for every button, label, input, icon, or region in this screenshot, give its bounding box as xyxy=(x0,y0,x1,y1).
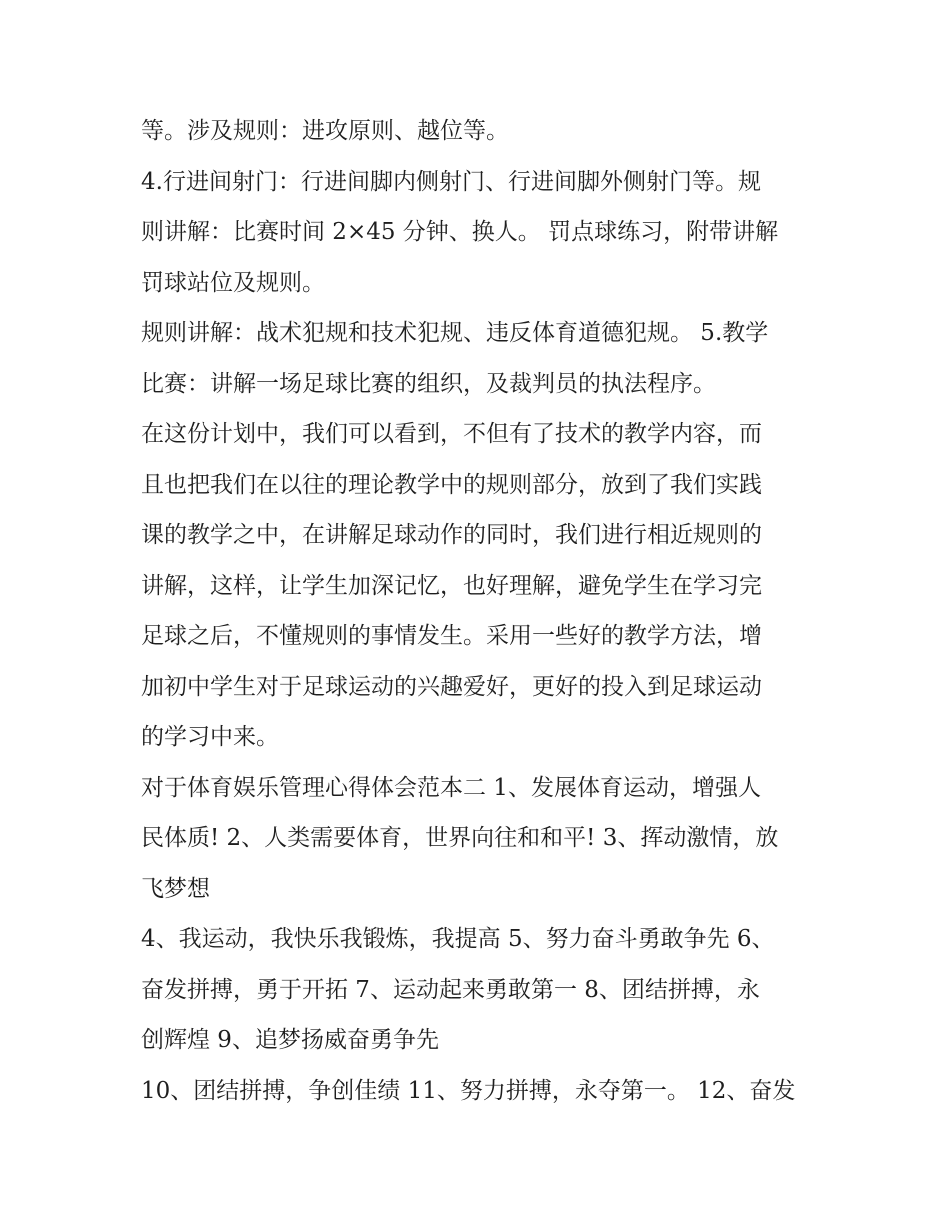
text-line: 民体质! 2、人类需要体育，世界向往和和平! 3、挥动激情，放 xyxy=(141,825,779,851)
text-line: 加初中学生对于足球运动的兴趣爱好，更好的投入到足球运动 xyxy=(141,673,762,700)
paragraph-slogans-intro xyxy=(141,763,813,915)
text-line: 10、团结拼搏，争创佳绩 11、努力拼搏，永夺第一。 12、奋发 xyxy=(141,1077,796,1104)
text-line: 则讲解：比赛时间 2×45 分钟、换人。 罚点球练习，附带讲解 xyxy=(141,219,779,245)
text-line: 课的教学之中，在讲解足球动作的同时，我们进行相近规则的 xyxy=(141,522,762,548)
text-line: 创辉煌 9、追梦扬威奋勇争先 xyxy=(141,1027,439,1053)
paragraph-slogans-list xyxy=(141,914,813,1066)
text-line: 讲解，这样，让学生加深记忆，也好理解，避免学生在学习完 xyxy=(141,572,762,599)
text-line: 的学习中来。 xyxy=(141,724,279,750)
paragraph-continuation xyxy=(141,106,813,157)
text-line: 对于体育娱乐管理心得体会范本二 1、发展体育运动，增强人 xyxy=(141,774,761,801)
text-line: 等。涉及规则：进攻原则、越位等。 xyxy=(141,118,509,144)
text-line: 4.行进间射门：行进间脚内侧射门、行进间脚外侧射门等。规 xyxy=(141,168,761,195)
text-line: 比赛：讲解一场足球比赛的组织，及裁判员的执法程序。 xyxy=(141,370,716,397)
paragraph-rules xyxy=(141,308,813,409)
text-line: 4、我运动，我快乐我锻炼，我提高 5、努力奋斗勇敢争先 6、 xyxy=(141,926,775,952)
text-line: 规则讲解：战术犯规和技术犯规、违反体育道德犯规。 5.教学 xyxy=(141,320,769,346)
text-line: 奋发拼搏，勇于开拓 7、运动起来勇敢第一 8、团结拼搏，永 xyxy=(141,976,760,1003)
text-line: 足球之后，不懂规则的事情发生。采用一些好的教学方法，增 xyxy=(141,623,762,649)
text-line: 在这份计划中，我们可以看到，不但有了技术的教学内容，而 xyxy=(141,421,762,447)
text-line: 且也把我们在以往的理论教学中的规则部分，放到了我们实践 xyxy=(141,471,762,498)
paragraph-shooting xyxy=(141,157,813,309)
paragraph-plan-summary xyxy=(141,409,813,763)
paragraph-slogans-continued xyxy=(141,1066,813,1117)
document-body xyxy=(141,106,813,1116)
text-line: 罚球站位及规则。 xyxy=(141,269,325,296)
text-line: 飞梦想 xyxy=(141,875,210,902)
